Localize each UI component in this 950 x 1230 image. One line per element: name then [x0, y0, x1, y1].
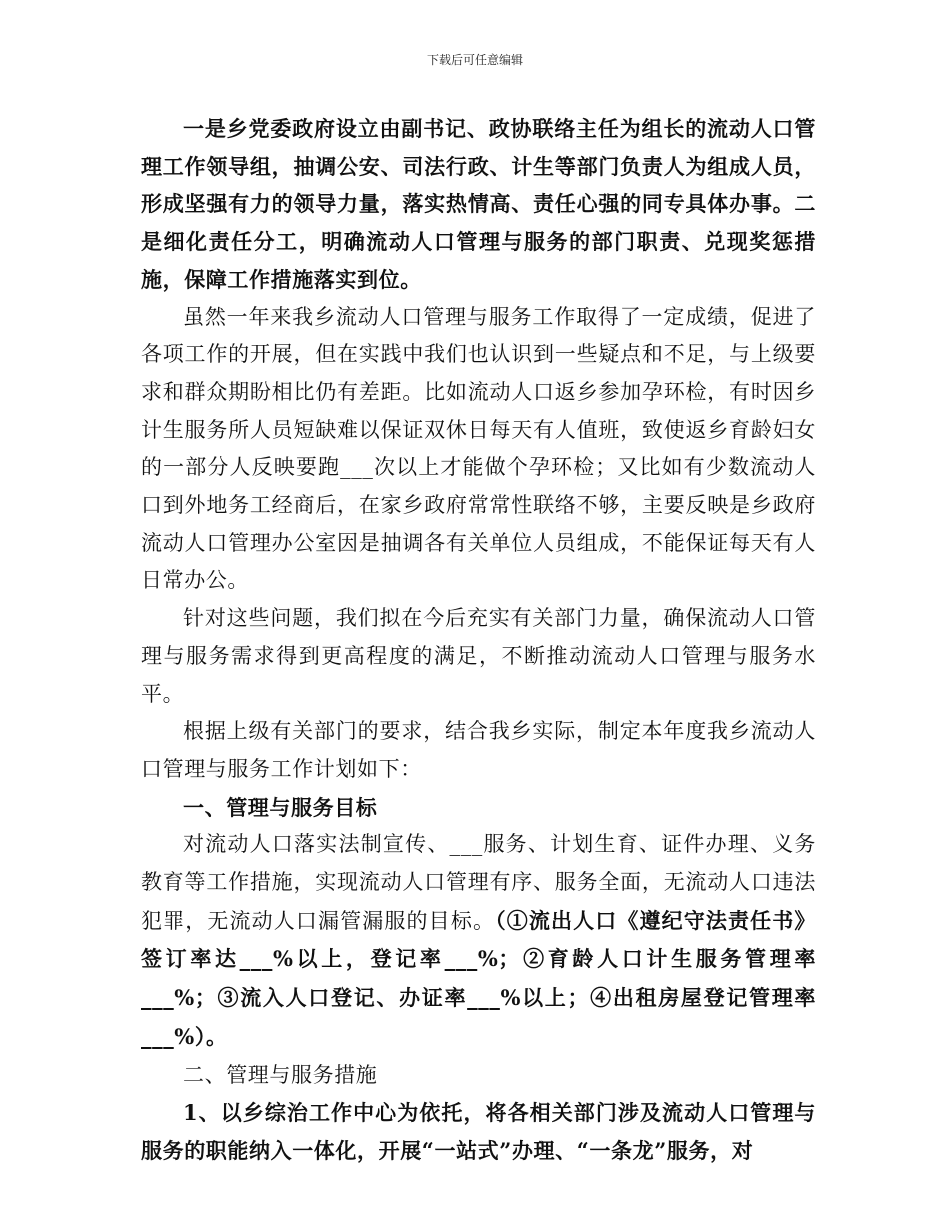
page-header: 下载后可任意编辑	[426, 53, 523, 67]
paragraph-achievements-shortcomings: 虽然一年来我乡流动人口管理与服务工作取得了一定成绩，促进了各项工作的开展，但在实践中我们也认识到一些疑点和不足，与上级要求和群众期盼相比仍有差距。比如流动人口返乡参加孕环检，有时因乡计生服务所人员短缺难以保证双休日每天有人值班，致使返乡育龄妇女的一部分人反映要跑___次以上才能做个孕环检；又比如有少数流动人口到外地务工经商后，在家乡政府常常性联络不够，主要反映是乡政府流动人口管理办公室因是抽调各有关单位人员组成，不能保证每天有人日常办公。	[141, 304, 816, 593]
paragraph-countermeasures: 针对这些问题，我们拟在今后充实有关部门力量，确保流动人口管理与服务需求得到更高程度的满足，不断推动流动人口管理与服务水平。	[141, 606, 816, 706]
paragraph-plan-intro: 根据上级有关部门的要求，结合我乡实际，制定本年度我乡流动人口管理与服务工作计划如下：	[141, 719, 816, 781]
paragraph-measure-1: 1、以乡综治工作中心为依托，将各相关部门涉及流动人口管理与服务的职能纳入一体化，开展“一站式”办理、“一条龙”服务，对	[141, 1100, 816, 1163]
document-body	[141, 110, 816, 1170]
paragraph-leadership-group: 一是乡党委政府设立由副书记、政协联络主任为组长的流动人口管理工作领导组，抽调公安、司法行政、计生等部门负责人为组成人员，形成坚强有力的领导力量，落实热情高、责任心强的同专具体办事。二是细化责任分工，明确流动人口管理与服务的部门职责、兑现奖惩措施，保障工作措施落实到位。	[141, 116, 816, 292]
goals-text: 对流动人口落实法制宣传、___服务、计划生育、证件办理、义务教育等工作措施，实现流动人口管理有序、服务全面，无流动人口违法犯罪，无流动人口漏管漏服的目标。	[141, 832, 816, 933]
goals-targets: （①流出人口《遵纪守法责任书》签订率达___%以上，登记率___%；②育龄人口计生服务管理率___%；③流入人口登记、办证率___%以上；④出租房屋登记管理率___%）。	[141, 907, 816, 1049]
section-heading-goals: 一、管理与服务目标	[183, 794, 378, 820]
paragraph-goals	[141, 826, 816, 1056]
section-heading-measures: 二、管理与服务措施	[183, 1062, 378, 1087]
